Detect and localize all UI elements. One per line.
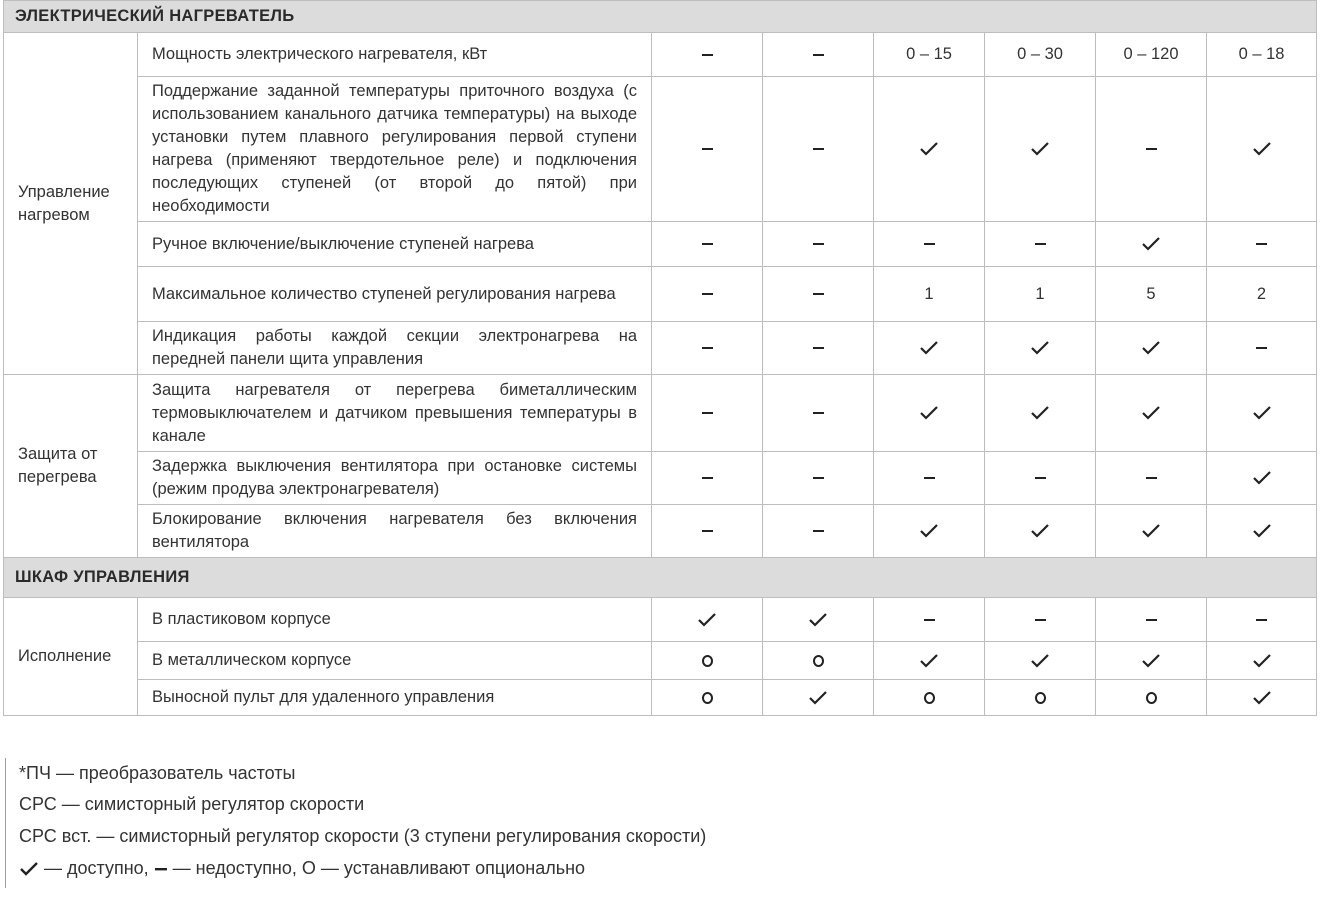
- value-cell: [652, 267, 763, 322]
- value-cell: [985, 322, 1096, 375]
- legend-line-srs-vst: СРС вст. — симисторный регулятор скорости (3 ступени регулирования скорости): [19, 826, 707, 846]
- value-cell: [763, 77, 874, 222]
- parameter-cell: Ручное включение/выключение ступеней нагрева: [138, 222, 652, 267]
- value-cell: [763, 375, 874, 452]
- value-cell: 2: [1207, 267, 1317, 322]
- spec-table: [3, 0, 1317, 716]
- dash-icon: [813, 293, 824, 295]
- table-row: [4, 322, 1317, 375]
- check-icon: [1141, 523, 1161, 539]
- parameter-cell: В металлическом корпусе: [138, 642, 652, 680]
- dash-icon: [924, 477, 935, 479]
- dash-icon: [813, 412, 824, 414]
- check-icon: [919, 340, 939, 356]
- circle-icon: [924, 692, 935, 704]
- check-icon: [1030, 523, 1050, 539]
- value-cell: [1207, 222, 1317, 267]
- value-cell: [1096, 452, 1207, 505]
- check-icon: [919, 653, 939, 669]
- check-icon: [1030, 340, 1050, 356]
- value-cell: [763, 642, 874, 680]
- check-icon: [1141, 405, 1161, 421]
- value-cell: [1096, 505, 1207, 558]
- value-cell: [1207, 452, 1317, 505]
- value-cell: [1096, 642, 1207, 680]
- table-row: [4, 598, 1317, 642]
- check-icon: [1141, 653, 1161, 669]
- value-cell: [1096, 77, 1207, 222]
- check-icon: [1030, 653, 1050, 669]
- check-icon: [1141, 340, 1161, 356]
- value-cell: [1207, 375, 1317, 452]
- value-cell: [985, 598, 1096, 642]
- dash-icon: [813, 530, 824, 532]
- parameter-cell: В пластиковом корпусе: [138, 598, 652, 642]
- value-cell: 1: [985, 267, 1096, 322]
- dash-icon: [1146, 148, 1157, 150]
- value-cell: [1207, 505, 1317, 558]
- value-cell: [652, 33, 763, 77]
- legend-line-pch: *ПЧ — преобразователь частоты: [19, 763, 296, 783]
- value-cell: [763, 452, 874, 505]
- parameter-cell: Выносной пульт для удаленного управления: [138, 680, 652, 716]
- value-cell: [985, 505, 1096, 558]
- dash-icon: [702, 347, 713, 349]
- value-cell: 5: [1096, 267, 1207, 322]
- parameter-cell: Защита нагревателя от перегрева биметаллическим термовыключателем и датчиком превышения температуры в канале: [138, 375, 652, 452]
- value-cell: 0 – 15: [874, 33, 985, 77]
- check-icon: [697, 612, 717, 628]
- group-label: Управление нагревом: [4, 33, 138, 375]
- dash-icon: [702, 412, 713, 414]
- dash-icon: [813, 54, 824, 56]
- value-cell: [985, 680, 1096, 716]
- table-row: [4, 642, 1317, 680]
- value-cell: [874, 452, 985, 505]
- circle-icon: [702, 692, 713, 704]
- section-header-row: [4, 1, 1317, 33]
- value-cell: [652, 642, 763, 680]
- check-icon: [1030, 141, 1050, 157]
- value-cell: [985, 375, 1096, 452]
- circle-icon: [1035, 692, 1046, 704]
- value-cell: [763, 680, 874, 716]
- circle-icon: [1146, 692, 1157, 704]
- value-cell: [763, 598, 874, 642]
- dash-icon: [1256, 347, 1267, 349]
- value-cell: [874, 322, 985, 375]
- value-cell: [1207, 77, 1317, 222]
- value-cell: [874, 375, 985, 452]
- value-cell: [652, 598, 763, 642]
- circle-icon: [813, 655, 824, 667]
- check-icon: [1252, 653, 1272, 669]
- parameter-cell: Задержка выключения вентилятора при остановке системы (режим продува электронагревателя): [138, 452, 652, 505]
- dash-icon: [1035, 477, 1046, 479]
- parameter-cell: Блокирование включения нагревателя без включения вентилятора: [138, 505, 652, 558]
- value-cell: [652, 222, 763, 267]
- dash-icon: [702, 148, 713, 150]
- value-cell: [1207, 322, 1317, 375]
- value-cell: [874, 680, 985, 716]
- check-icon: [1252, 523, 1272, 539]
- check-icon: [1141, 236, 1161, 252]
- legend-line-symbols: [19, 852, 919, 884]
- dash-icon: [702, 477, 713, 479]
- dash-icon: [813, 148, 824, 150]
- dash-icon: [813, 243, 824, 245]
- value-cell: [652, 322, 763, 375]
- circle-icon: [702, 655, 713, 667]
- value-cell: [1096, 680, 1207, 716]
- check-icon: [1252, 470, 1272, 486]
- value-cell: [1096, 598, 1207, 642]
- value-cell: [1207, 680, 1317, 716]
- dash-icon: [1035, 243, 1046, 245]
- table-row: [4, 375, 1317, 452]
- table-row: [4, 505, 1317, 558]
- value-cell: 0 – 120: [1096, 33, 1207, 77]
- table-row: [4, 77, 1317, 222]
- value-cell: [763, 222, 874, 267]
- value-cell: [874, 505, 985, 558]
- dash-icon: [1146, 619, 1157, 621]
- value-cell: [985, 77, 1096, 222]
- value-cell: [985, 452, 1096, 505]
- value-cell: [1207, 642, 1317, 680]
- table-row: [4, 267, 1317, 322]
- dash-icon: [1256, 619, 1267, 621]
- check-icon: [919, 523, 939, 539]
- value-cell: [1096, 322, 1207, 375]
- table-row: [4, 680, 1317, 716]
- value-cell: [652, 375, 763, 452]
- value-cell: [763, 505, 874, 558]
- value-cell: 0 – 18: [1207, 33, 1317, 77]
- dash-icon: [924, 243, 935, 245]
- section-title: ЭЛЕКТРИЧЕСКИЙ НАГРЕВАТЕЛЬ: [4, 1, 1317, 33]
- dash-icon: [702, 293, 713, 295]
- group-label: Защита от перегрева: [4, 375, 138, 558]
- table-row: [4, 452, 1317, 505]
- legend-circle-letter: O: [301, 858, 316, 878]
- value-cell: [652, 77, 763, 222]
- dash-icon: [702, 530, 713, 532]
- parameter-cell: Мощность электрического нагревателя, кВт: [138, 33, 652, 77]
- value-cell: 0 – 30: [985, 33, 1096, 77]
- dash-icon: [924, 619, 935, 621]
- table-row: [4, 222, 1317, 267]
- legend-line-srs: СРС — симисторный регулятор скорости: [19, 794, 365, 814]
- dash-icon: [1035, 619, 1046, 621]
- dash-icon: [702, 243, 713, 245]
- section-title: ШКАФ УПРАВЛЕНИЯ: [4, 558, 1317, 598]
- value-cell: [652, 505, 763, 558]
- check-icon: [808, 612, 828, 628]
- dash-icon: [813, 347, 824, 349]
- legend: [5, 758, 919, 888]
- dash-icon: [813, 477, 824, 479]
- value-cell: [874, 77, 985, 222]
- check-icon: [19, 861, 39, 877]
- check-icon: [1252, 690, 1272, 706]
- value-cell: [652, 680, 763, 716]
- value-cell: [1096, 222, 1207, 267]
- check-icon: [1030, 405, 1050, 421]
- check-icon: [919, 141, 939, 157]
- value-cell: [763, 33, 874, 77]
- section-header-row: [4, 558, 1317, 598]
- value-cell: [874, 598, 985, 642]
- value-cell: [1096, 375, 1207, 452]
- value-cell: [1207, 598, 1317, 642]
- check-icon: [808, 690, 828, 706]
- value-cell: [874, 222, 985, 267]
- value-cell: [763, 267, 874, 322]
- dash-icon: [702, 54, 713, 56]
- value-cell: [874, 642, 985, 680]
- value-cell: 1: [874, 267, 985, 322]
- value-cell: [763, 322, 874, 375]
- dash-icon: [1256, 243, 1267, 245]
- value-cell: [652, 452, 763, 505]
- dash-icon: [1146, 477, 1157, 479]
- group-label: Исполнение: [4, 598, 138, 716]
- value-cell: [985, 222, 1096, 267]
- parameter-cell: Индикация работы каждой секции электронагрева на передней панели щита управления: [138, 322, 652, 375]
- table-row: [4, 33, 1317, 77]
- legend-optional: — устанавливают опционально: [315, 858, 586, 878]
- value-cell: [985, 642, 1096, 680]
- legend-unavailable: — недоступно,: [167, 858, 302, 878]
- parameter-cell: Максимальное количество ступеней регулирования нагрева: [138, 267, 652, 322]
- dash-icon: [154, 861, 168, 877]
- legend-available: — доступно,: [39, 858, 154, 878]
- check-icon: [1252, 141, 1272, 157]
- parameter-cell: Поддержание заданной температуры приточного воздуха (с использованием канального датчика температуры) на выходе установки путем плавного регулирования первой ступени нагрева (применяют твердотельное реле) и подключения последующих ступеней (от второй до пятой) при необходимости: [138, 77, 652, 222]
- check-icon: [919, 405, 939, 421]
- check-icon: [1252, 405, 1272, 421]
